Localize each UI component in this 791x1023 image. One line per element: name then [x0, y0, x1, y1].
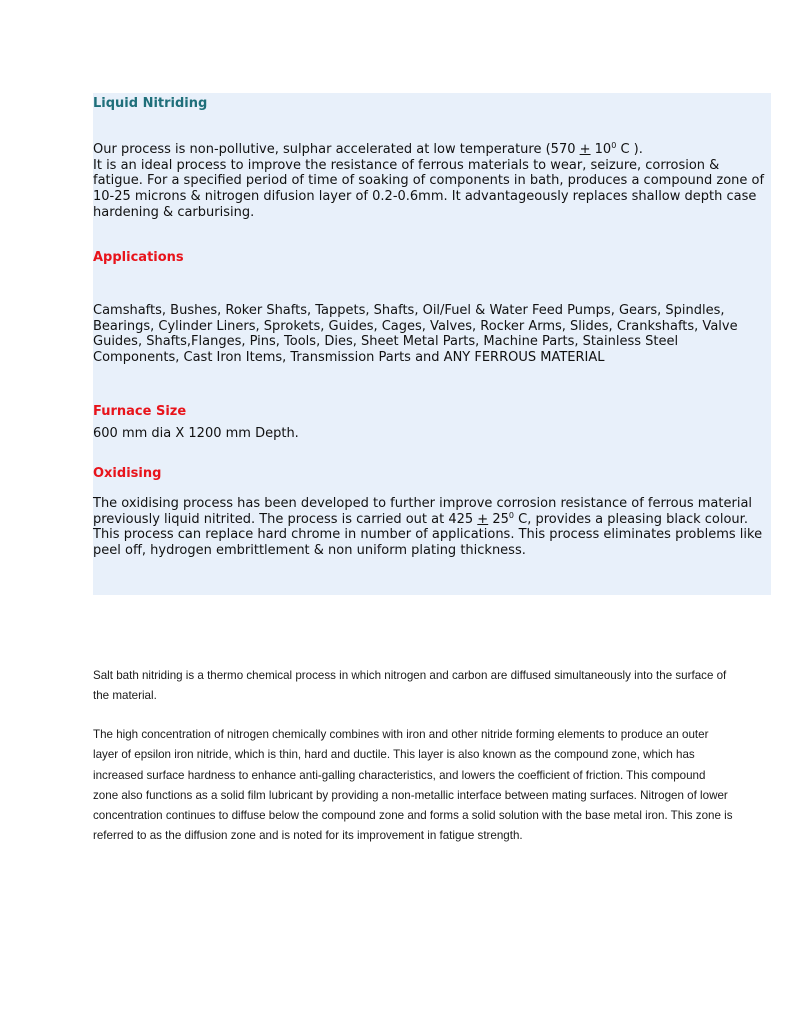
liquid-nitriding-text [93, 142, 768, 221]
applications-heading: Applications [93, 250, 184, 265]
applications-list: Camshafts, Bushes, Roker Shafts, Tappets, Shafts, Oil/Fuel & Water Feed Pumps, Gears, Spindles, Bearings, Cylinder Liners, Sprokets, Guides, Cages, Valves, Rocker Arms, Slides, Crankshafts, Valve Guides, Shafts,Flanges, Pins, Tools, Dies, Sheet Metal Parts, Machine Parts, Stainless Steel Components, Cast Iron Items, Transmission Parts and ANY FERROUS MATERIAL [93, 303, 738, 366]
temperature-line: Our process is non-pollutive, sulphar accelerated at low temperature ($570 + 10^0$ C ). [93, 141, 643, 157]
liquid-nitriding-heading: Liquid Nitriding [93, 96, 208, 111]
oxidising-description: The oxidising process has been developed to further improve corrosion resistance of ferrous material previously liquid nitrited. The process is carried out at $425 + 25^0$ C, provides a pleasing black colour. This process can replace hard chrome in number of applications. This process eliminates problems like peel off, hydrogen embrittlement & non uniform plating thickness. [93, 496, 763, 559]
process-info-panel [93, 93, 771, 595]
salt-bath-detail-paragraph: The high concentration of nitrogen chemically combines with iron and other nitride forming elements to produce an outer layer of epsilon iron nitride, which is thin, hard and ductile. This layer is also known as the compound zone, which has increased surface hardness to enhance anti-galling characteristics, and lowers the coefficient of friction. This compound zone also functions as a solid film lubricant by providing a non-metallic interface between mating surfaces. Nitrogen of lower concentration continues to diffuse below the compound zone and forms a solid solution with the base metal iron. This zone is referred to as the diffusion zone and is noted for its improvement in fatigue strength. [93, 728, 733, 843]
furnace-size-value: 600 mm dia X 1200 mm Depth. [93, 426, 299, 441]
salt-bath-intro-paragraph: Salt bath nitriding is a thermo chemical process in which nitrogen and carbon are diffused simultaneously into the surface of the material. [93, 669, 727, 703]
oxidising-heading: Oxidising [93, 466, 162, 481]
liquid-nitriding-description: It is an ideal process to improve the resistance of ferrous materials to wear, seizure, corrosion & fatigue. For a specified period of time of soaking of components in bath, produces a compound zone of 10-25 microns & nitrogen difusion layer of 0.2-0.6mm. It advantageously replaces shallow depth case hardening & carburising. [93, 157, 765, 220]
furnace-size-heading: Furnace Size [93, 404, 187, 419]
